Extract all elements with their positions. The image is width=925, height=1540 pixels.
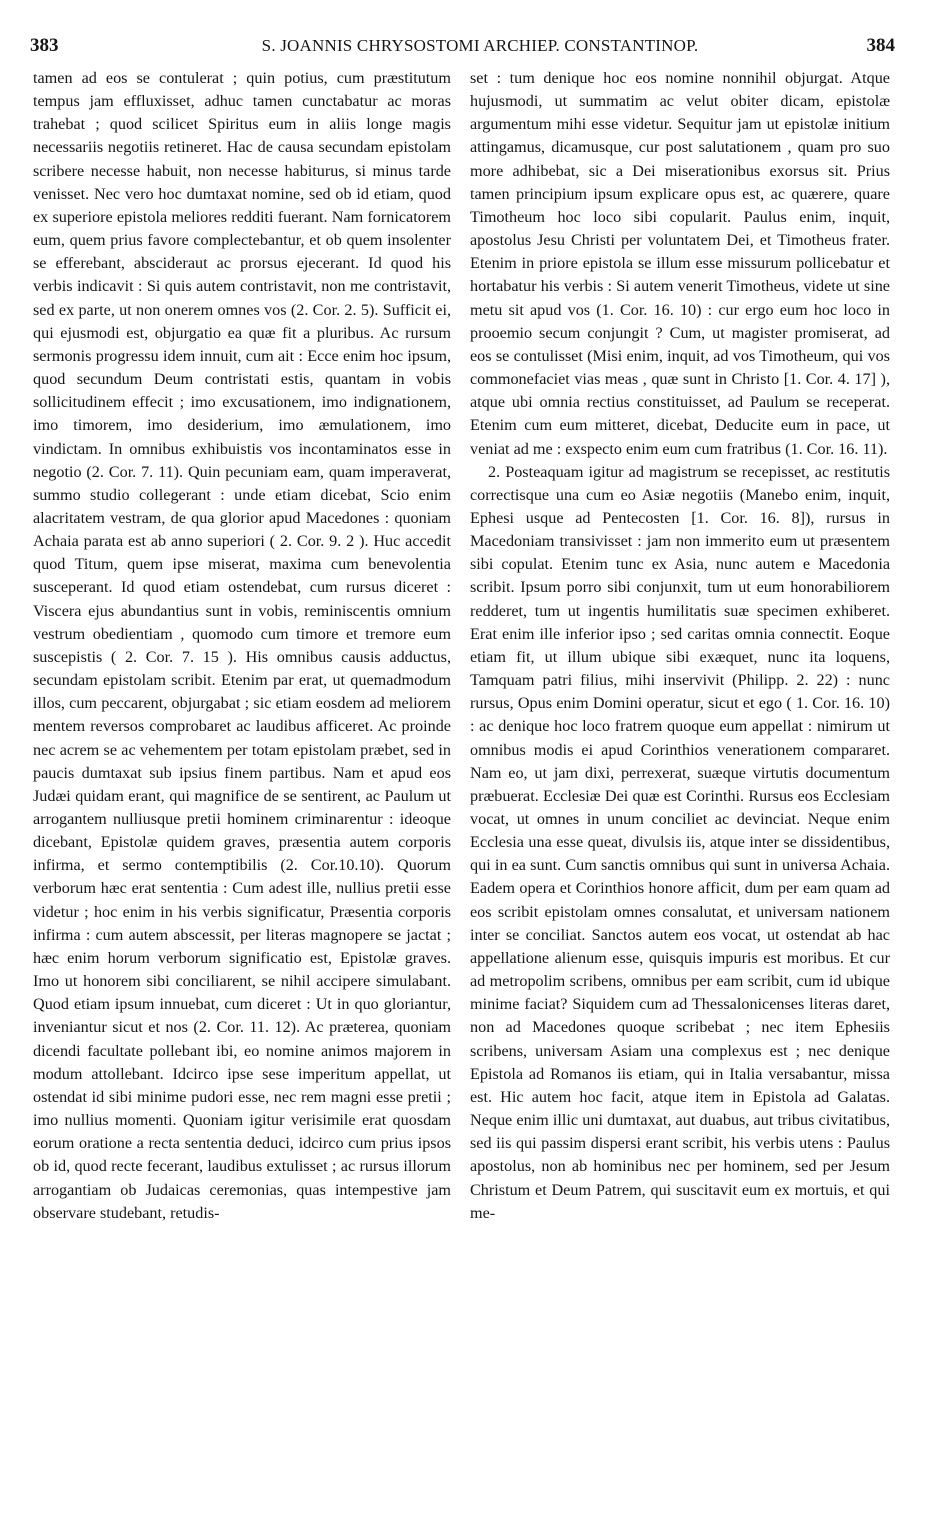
left-column — [33, 67, 451, 1225]
right-column-paragraph-2: 2. Posteaquam igitur ad magistrum se recepisset, ac restitutis correctisque una cum eo Asiæ negotiis (Manebo enim, inquit, Ephesi usque ad Pentecosten [1. Cor. 16. 8]), rursus in Macedoniam transivisset : jam non immerito eum ut præsentem sibi copulat. Etenim tunc ex Asia, nunc autem e Macedonia scribit. Ipsum porro sibi conjunxit, tum ut eum honorabiliorem redderet, tum ut ingentis humilitatis suæ specimen exhiberet. Erat enim ille inferior ipso ; sed caritas omnia connectit. Eoque etiam fit, ut illum ubique sibi exæquet, nunc ita loquens, Tamquam patri filius, mihi inservivit (Philipp. 2. 22) : nunc rursus, Opus enim Domini operatur, sicut et ego ( 1. Cor. 16. 10) : ac denique hoc loco fratrem quoque eum appellat : nimirum ut omnibus modis ei apud Corinthios venerationem compararet. Nam eo, ut jam dixi, perrexerat, suæque virtutis documentum præbuerat. Ecclesiæ Dei quæ est Corinthi. Rursus eos Ecclesiam vocat, ut omnes in unum conciliet ac devinciat. Neque enim Ecclesia una esse queat, divulsis iis, atque inter se dissidentibus, qui in ea sunt. Cum sanctis omnibus qui sunt in universa Achaia. Eadem opera et Corinthios honore afficit, dum per eam quam ad eos scribit epistolam omnes consalutat, et universam nationem inter se conciliat. Sanctos autem eos vocat, ut ostendat ab hac appellatione alienum esse, quisquis impuris est moribus. Et cur ad metropolim scribens, omnibus per eam scribit, cum id ubique minime faciat? Siquidem cum ad Thessalonicenses literas daret, non ad Macedones quoque scribebat ; nec item Ephesiis scribens, universam Asiam una complexus est ; nec denique Epistola ad Romanos iis etiam, qui in Italia versabantur, missa est. Hic autem hoc facit, atque item in Epistola ad Galatas. Neque enim illic uni dumtaxat, aut duabus, aut tribus civitatibus, sed iis qui passim dispersi erant scribit, his verbis utens : Paulus apostolus, non ab hominibus nec per hominem, sed per Jesum Christum et Deum Patrem, qui suscitavit eum ex mortuis, et qui me- — [470, 462, 890, 1222]
right-column — [470, 67, 890, 1225]
right-column-paragraph-1: set : tum denique hoc eos nomine nonnihil objurgat. Atque hujusmodi, ut summatim ac velut obiter dicam, epistolæ argumentum mihi esse videtur. Sequitur jam ut epistolæ initium attingamus, dicamusque, cur post salutationem , quam pro suo more adhibebat, sic a Dei miserationibus exorsus sit. Prius tamen principium ipsum explicare opus est, ac quærere, quare Timotheum hoc loco sibi copularit. Paulus enim, inquit, apostolus Jesu Christi per voluntatem Dei, et Timotheus frater. Etenim in priore epistola se illum esse missurum pollicebatur et hortabatur his verbis : Si autem venerit Timotheus, videte ut sine metu sit apud vos (1. Cor. 16. 10) : cur ergo eum hoc loco in prooemio secum conjungit ? Cum, ut magister promiserat, ad eos se contulisset (Misi enim, inquit, ad vos Timotheum, qui vos commonefaciet vias meas , quæ sunt in Christo [1. Cor. 4. 17] ), atque ubi omnia rectius constituisset, ad Paulum se receperat. Etenim cum eum mitteret, dicebat, Deducite eum in pace, ut veniat ad me : exspecto enim eum cum fratribus (1. Cor. 16. 11). — [470, 69, 890, 458]
left-column-paragraph-1: tamen ad eos se contulerat ; quin potius, cum præstitutum tempus jam effluxisset, adhuc tamen cunctabatur ac moras trahebat ; quod scilicet Spiritus eum in aliis longe magis necessariis negotiis retineret. Hac de causa secundam epistolam scribere necesse habuit, non necesse habiturus, si minus tarde venisset. Nec vero hoc dumtaxat nomine, sed ob id etiam, quod ex superiore epistola meliores redditi fuerant. Nam fornicatorem eum, quem prius favore complectebantur, et ob quem insolenter se efferebant, abscideraut ac prorsus ejecerant. Id quod his verbis indicavit : Si quis autem contristavit, non me contristavit, sed ex parte, ut non onerem omnes vos (2. Cor. 2. 5). Sufficit ei, qui ejusmodi est, objurgatio ea quæ fit a pluribus. Ac rursum sermonis progressu idem innuit, cum ait : Ecce enim hoc ipsum, quod secundum Deum contristati estis, quantam in vobis sollicitudinem effecit ; imo excusationem, imo indignationem, imo timorem, imo desiderium, imo æmulationem, imo vindictam. In omnibus exhibuistis vos incontaminatos esse in negotio (2. Cor. 7. 11). Quin pecuniam eam, quam imperaverat, summo studio collegerant : unde etiam dicebat, Scio enim alacritatem vestram, de qua glorior apud Macedones : quoniam Achaia parata est ab anno superiori ( 2. Cor. 9. 2 ). Huc accedit quod Titum, quem ipse miserat, maxima cum benevolentia susceperant. Id quod etiam ostendebat, cum rursus diceret : Viscera ejus abundantius sunt in vobis, reminiscentis omnium vestrum obedientiam , quomodo cum timore et tremore eum suscepistis ( 2. Cor. 7. 15 ). His omnibus causis adductus, secundam epistolam scribit. Etenim par erat, ut quemadmodum illos, cum peccarent, objurgabat ; sic etiam eosdem ad meliorem mentem reversos comprobaret ac laudibus afficeret. Ac proinde nec acrem se ac vehementem per totam epistolam præbet, sed in paucis dumtaxat sub ipsius finem partibus. Nam et apud eos Judæi quidam erant, qui magnifice de se sentirent, ac Paulum ut arrogantem nulliusque pretii hominem criminarentur : ideoque dicebant, Epistolæ quidem graves, præsentia autem corporis infirma, et sermo contemptibilis (2. Cor.10.10). Quorum verborum hæc erat sententia : Cum adest ille, nullius pretii esse videtur ; hoc enim in his verbis significatur, Præsentia corporis infirma : cum autem abscessit, per literas magnopere se jactat ; hæc enim horum verborum significatio est, Epistolæ graves. Imo ut honorem sibi conciliarent, se nihil accipere simulabant. Quod etiam ipsum innuebat, cum diceret : Ut in quo gloriantur, inveniantur sicut et nos (2. Cor. 11. 12). Ac præterea, quoniam dicendi facultate pollebant ibi, eo nomine animos majorem in modum attollebant. Idcirco ipse sese imperitum appellat, ut ostendat id sibi minime pudori esse, nec rem magni esse pretii ; imo nullius momenti. Quoniam igitur verisimile erat quosdam eorum oratione a recta sententia deduci, idcirco cum prius ipsos ob id, quod recte fecerant, laudibus extulisset ; ac rursus illorum arrogantiam ob Judaicas ceremonias, quas intempestive jam observare studebant, retudis- — [33, 69, 451, 1222]
page-number-left: 383 — [30, 35, 59, 56]
page-number-right: 384 — [866, 35, 895, 56]
running-title: S. JOANNIS CHRYSOSTOMI ARCHIEP. CONSTANTINOP. — [261, 36, 699, 55]
page-header — [30, 35, 895, 61]
